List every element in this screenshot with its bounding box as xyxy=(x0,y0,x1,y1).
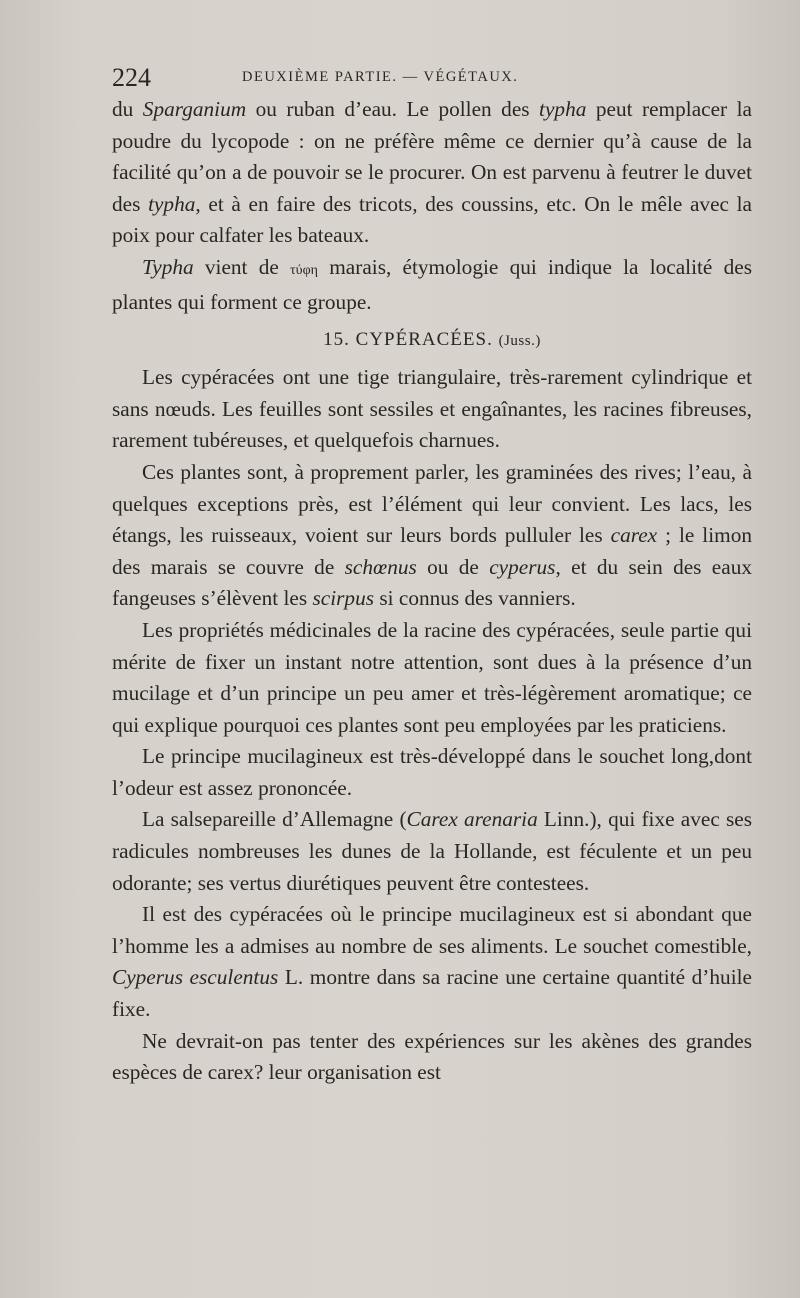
text-run: peut remplacer la poudre du lycopode : on ne préfère même ce dernier qu’à cause de la facilité qu’on a de pouvoir se le procurer. On est parvenu à feutrer le duvet des xyxy=(112,97,752,216)
paragraph xyxy=(112,804,752,899)
text-run: Il est des cypéracées où le principe mucilagineux est si abondant que l’homme les a admises au nombre de ses aliments. Le souchet comestible, xyxy=(112,902,752,958)
text-run: ou ruban d’eau. Le pollen des xyxy=(246,97,540,121)
page-number: 224 xyxy=(112,63,151,92)
text-run: L. montre dans sa racine une certaine quantité d’huile fixe. xyxy=(112,965,752,1022)
paragraph: Les cypéracées ont une tige triangulaire, très-rarement cylindrique et sans nœuds. Les feuilles sont sessiles et engaînantes, les racines fibreuses, rarement tubéreuses, et quelquefois charnues. xyxy=(112,365,752,453)
paragraph: Le principe mucilagineux est très-développé dans le souchet long,dont l’odeur est assez prononcée. xyxy=(112,744,752,800)
paragraph: Ne devrait-on pas tenter des expériences sur les akènes des grandes espèces de carex? leur organisation est xyxy=(112,1028,752,1085)
body-text xyxy=(112,94,752,1089)
text-run: vient de xyxy=(193,254,291,279)
section-number: 15. xyxy=(323,329,350,351)
text-run: , et à en faire des tricots, des coussins, etc. On le mêle avec la poix pour calfater les bateaux. xyxy=(112,191,753,248)
text-run: marais, étymologie qui indique la localité des plantes qui forment ce groupe. xyxy=(112,254,752,314)
paragraph xyxy=(112,899,752,1025)
text-run: ; le limon des marais se couvre de xyxy=(112,523,752,579)
italic-term: schœnus xyxy=(344,554,417,579)
text-run: Linn.), qui fixe avec ses radicules nombreuses les dunes de la Hollande, est féculente et un peu odorante; ses vertus diurétiques peuvent être contestees. xyxy=(112,807,752,895)
running-head: DEUXIÈME PARTIE. — VÉGÉTAUX. xyxy=(242,69,519,85)
italic-term: Carex arenaria xyxy=(406,807,538,832)
text-run: La salsepareille d’Allemagne ( xyxy=(142,807,407,832)
text-run: si connus des vanniers. xyxy=(374,586,576,611)
italic-term: scirpus xyxy=(312,586,375,611)
italic-term: typha xyxy=(148,191,196,216)
section-authority: (Juss.) xyxy=(498,333,541,350)
italic-term: typha xyxy=(539,97,587,121)
paragraph xyxy=(112,94,752,252)
text-run: du xyxy=(112,97,143,121)
section-heading xyxy=(112,324,752,357)
italic-term: carex xyxy=(610,523,658,548)
text-run: ou de xyxy=(416,554,490,579)
section-title: CYPÉRACÉES. xyxy=(355,329,493,351)
page-header xyxy=(112,63,752,92)
italic-term: Typha xyxy=(142,254,194,279)
paragraph: Les propriétés médicinales de la racine des cypéracées, seule partie qui mérite de fixer un instant notre attention, sont dues à la présence d’un mucilage et d’un principe un peu amer et très-légèrement aromatique; ce qui explique pourquoi ces plantes sont peu employées par les praticiens. xyxy=(112,617,752,737)
greek-word: τύφη xyxy=(290,262,318,278)
italic-term: Sparganium xyxy=(142,97,247,121)
text-run: , et du sein des eaux fangeuses s’élèvent les xyxy=(112,554,753,611)
italic-term: Cyperus esculentus xyxy=(112,965,279,990)
paragraph xyxy=(112,252,752,318)
text-run: Ces plantes sont, à proprement parler, les graminées des rives; l’eau, à quelques exceptions près, est l’élément qui leur convient. Les lacs, les étangs, les ruisseaux, voient sur leurs bords pulluler les xyxy=(112,459,752,548)
paragraph xyxy=(112,457,752,615)
italic-term: cyperus xyxy=(489,554,556,579)
